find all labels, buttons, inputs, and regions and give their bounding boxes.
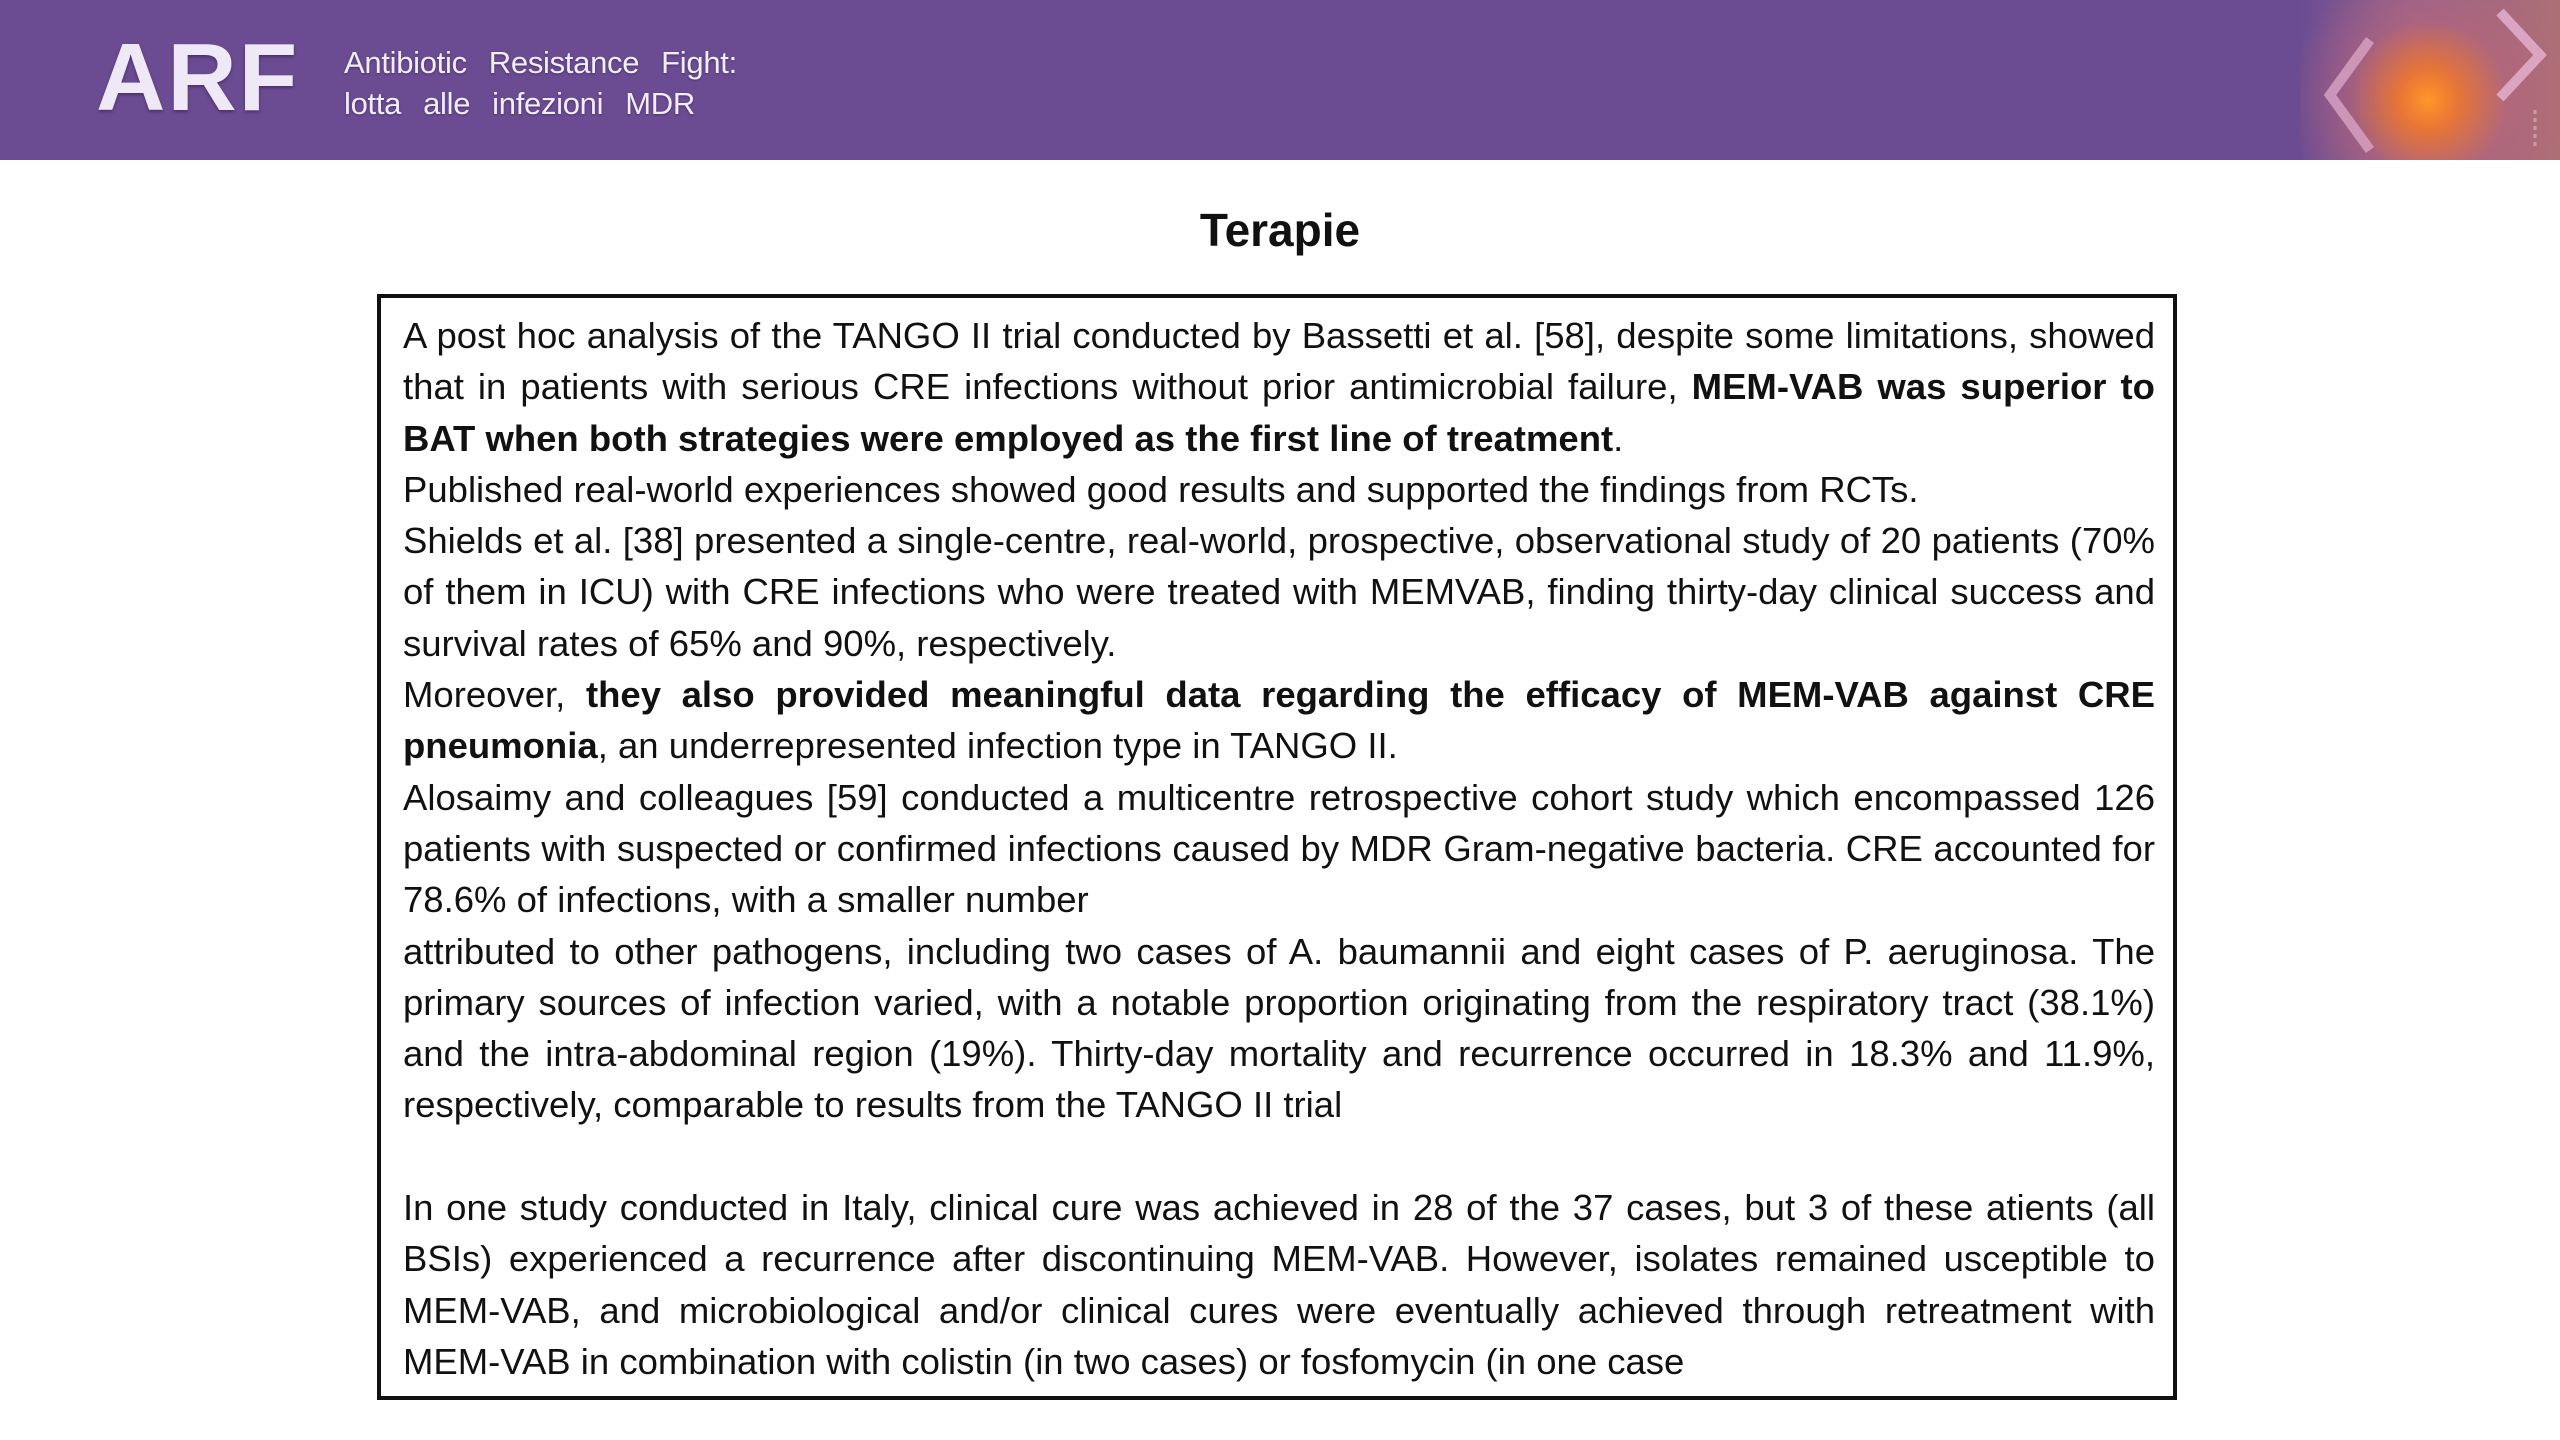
- chevron-arrows-icon: [2300, 0, 2560, 160]
- paragraph-real-world: Published real-world experiences showed good results and supported the findings from RCTs.: [403, 468, 1919, 510]
- tagline-word: lotta: [344, 86, 402, 121]
- paragraph-pneumonia: [403, 669, 2155, 772]
- tagline-word: infezioni: [492, 86, 604, 121]
- tagline-word: Resistance: [488, 45, 640, 80]
- tagline-word: MDR: [625, 86, 695, 121]
- tagline: [344, 42, 759, 124]
- tagline-word: Antibiotic: [344, 45, 467, 80]
- tagline-word: Fight:: [661, 45, 737, 80]
- paragraph-italy-study: In one study conducted in Italy, clinical cure was achieved in 28 of the 37 cases, but 3 of these atients (all BSIs) experienced a recurrence after discontinuing MEM-VAB. However, isolates remained usceptible to MEM-VAB, and microbiological and/or clinical cures were eventually achieved through retreatment with MEM-VAB in combination with colistin (in two cases) or fosfomycin (in one case: [403, 1187, 2155, 1382]
- tagline-word: alle: [423, 86, 471, 121]
- tagline-line-1: [344, 42, 759, 83]
- slide-title: Terapie: [1199, 204, 1361, 256]
- paragraph-spacer: [403, 1131, 2155, 1182]
- paragraph-pathogens: attributed to other pathogens, including two cases of A. baumannii and eight cases of P. aeruginosa. The primary sources of infection varied, with a notable proportion originating from the respiratory tract (38.1%) and the intra-abdominal region (19%). Thirty-day mortality and recurrence occurred in 18.3% and 11.9%, respectively, comparable to results from the TANGO II trial: [403, 930, 2155, 1126]
- tagline-line-2: [344, 83, 759, 124]
- paragraph-shields: Shields et al. [38] presented a single-centre, real-world, prospective, observational study of 20 patients (70% of them in ICU) with CRE infections who were treated with MEMVAB, finding thirty-day clinical success and survival rates of 65% and 90%, respectively.: [403, 520, 2155, 664]
- paragraph-tango-post-hoc: [403, 310, 2155, 464]
- arf-logo: ARF: [96, 24, 300, 131]
- text-run: Moreover,: [403, 674, 586, 716]
- bold-text-run: MEM-VAB was superior to BAT when both strategies were employed as the first line of treatment: [403, 366, 2155, 459]
- content-box: [377, 294, 2177, 1400]
- content-text: [403, 310, 2155, 1387]
- text-run: .: [1613, 417, 1624, 459]
- paragraph-alosaimy: Alosaimy and colleagues [59] conducted a multicentre retrospective cohort study which encompassed 126 patients with suspected or confirmed infections caused by MDR Gram-negative bacteria. CRE accounted for 78.6% of infections, with a smaller number: [403, 776, 2155, 921]
- text-run: A post hoc analysis of the TANGO II trial conducted by Bassetti et al. [58], despite some limitations, showed that in patients with serious CRE infections without prior antimicrobial failure,: [403, 315, 2155, 408]
- bold-text-run: they also provided meaningful data regarding the efficacy of MEM-VAB against CRE pneumonia: [403, 674, 2155, 767]
- text-run: , an underrepresented infection type in TANGO II.: [597, 725, 1398, 767]
- header-banner: [0, 0, 2560, 160]
